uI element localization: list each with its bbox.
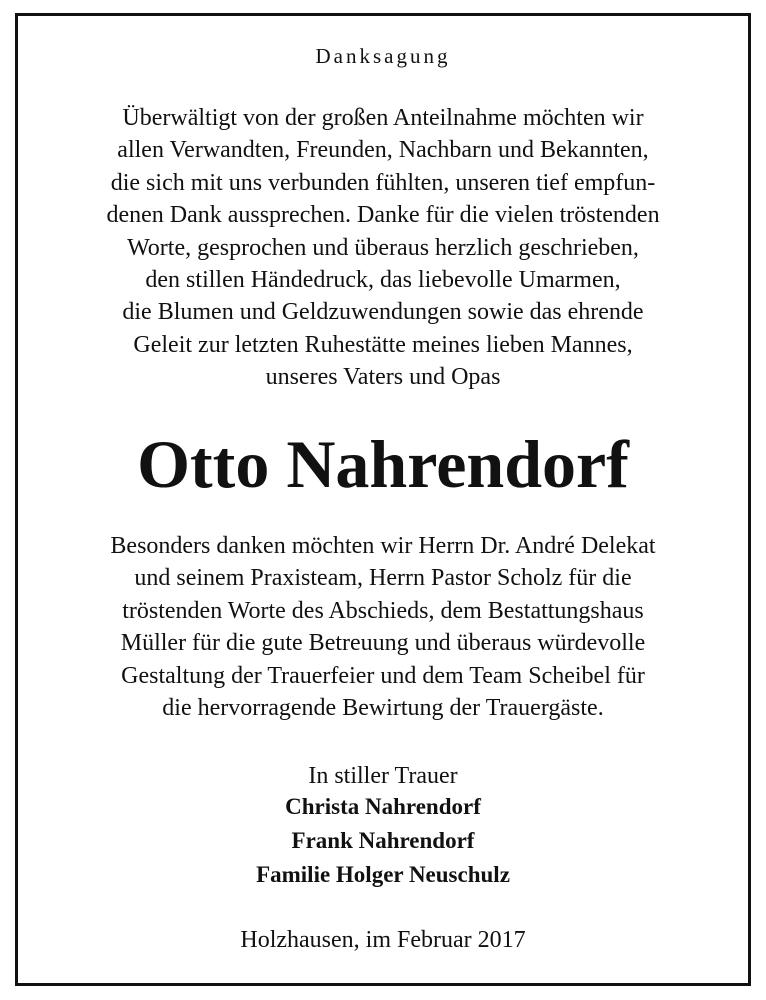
thanks-line: Besonders danken möchten wir Herrn Dr. André Delekat [110,533,656,559]
intro-line: die Blumen und Geldzuwendungen sowie das ehrende [122,299,644,326]
intro-paragraph [0,102,766,394]
intro-line: Geleit zur letzten Ruhestätte meines lieben Mannes, [133,331,633,358]
intro-line: unseres Vaters und Opas [265,364,501,391]
mourning-phrase: In stiller Trauer [308,763,458,789]
notice-heading: Danksagung [315,44,451,68]
deceased-name: Otto Nahrendorf [137,426,629,502]
signer-name: Familie Holger Neuschulz [256,862,510,887]
intro-line: Überwältigt von der großen Anteilnahme möchten wir [122,105,644,131]
thanks-line: tröstenden Worte des Abschieds, dem Bestattungshaus [122,597,644,624]
intro-line: allen Verwandten, Freunden, Nachbarn und Bekannten, [117,137,649,164]
intro-line: denen Dank aussprechen. Danke für die vielen tröstenden [106,202,660,229]
intro-line: den stillen Händedruck, das liebevolle Umarmen, [145,267,621,294]
thanks-line: die hervorragende Bewirtung der Trauergäste. [162,695,604,722]
signer-name: Christa Nahrendorf [285,794,481,819]
thanks-line: und seinem Praxisteam, Herrn Pastor Scholz für die [134,565,632,592]
intro-line: die sich mit uns verbunden fühlten, unseren tief empfun- [110,169,656,196]
thanks-line: Gestaltung der Trauerfeier und dem Team Scheibel für [121,662,645,689]
signer-name: Frank Nahrendorf [291,828,475,853]
intro-line: Worte, gesprochen und überaus herzlich geschrieben, [127,234,639,261]
place-date: Holzhausen, im Februar 2017 [240,927,526,953]
thanks-paragraph [0,530,766,724]
thanks-line: Müller für die gute Betreuung und überaus würdevolle [120,630,646,657]
